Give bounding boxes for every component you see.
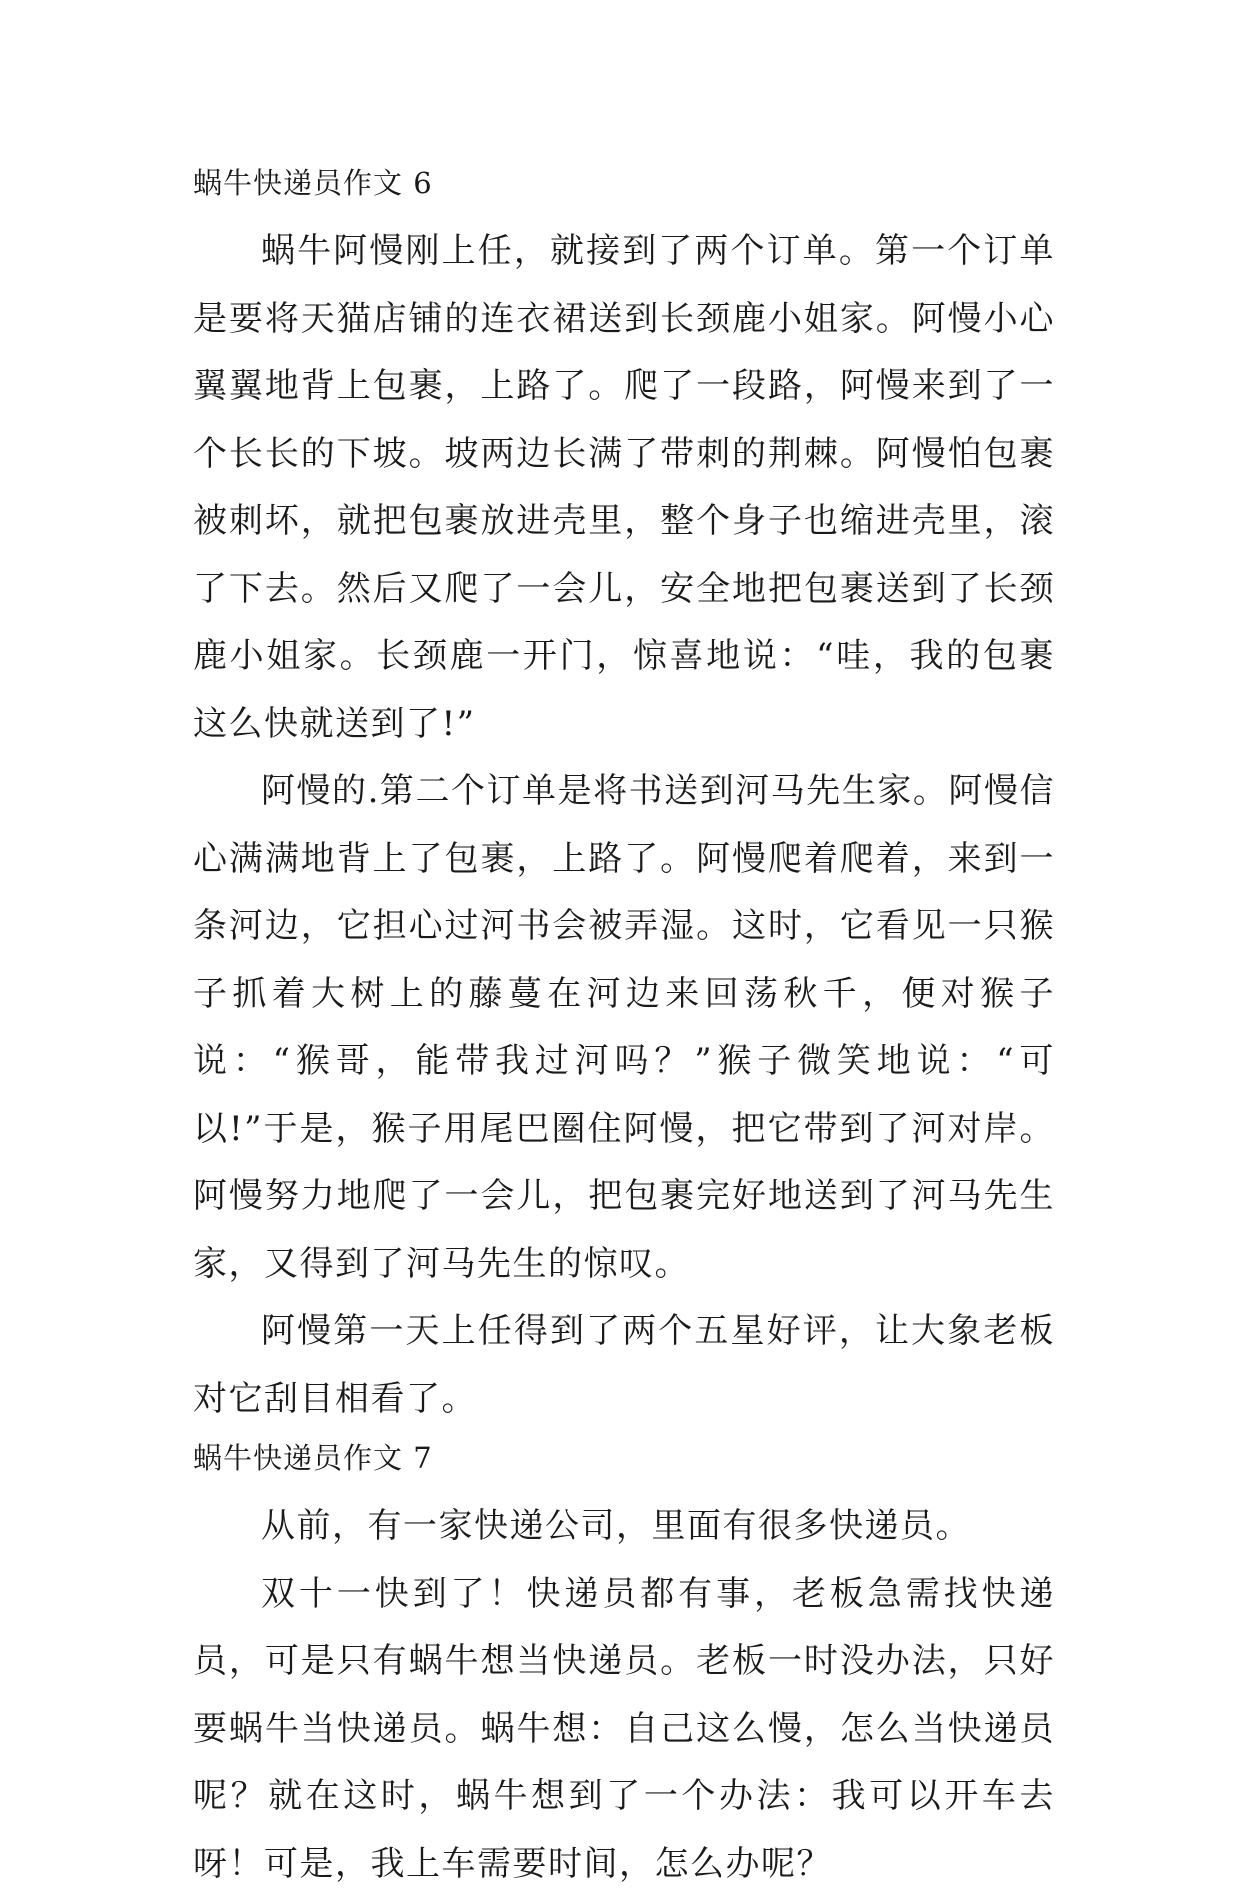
paragraph: 从前，有一家快递公司，里面有很多快递员。 (193, 1493, 1055, 1561)
section-title: 蜗牛快递员作文 7 (193, 1435, 1055, 1481)
paragraph: 蜗牛阿慢刚上任，就接到了两个订单。第一个订单是要将天猫店铺的连衣裙送到长颈鹿小姐家。阿慢小心翼翼地背上包裹，上路了。爬了一段路，阿慢来到了一个长长的下坡。坡两边长满了带刺的荆棘。阿慢怕包裹被刺坏，就把包裹放进壳里，整个身子也缩进壳里，滚了下去。然后又爬了一会儿，安全地把包裹送到了长颈鹿小姐家。长颈鹿一开门，惊喜地说：“哇，我的包裹这么快就送到了!” (193, 218, 1055, 758)
section-title: 蜗牛快递员作文 6 (193, 160, 1055, 206)
paragraph: 阿慢第一天上任得到了两个五星好评，让大象老板对它刮目相看了。 (193, 1298, 1055, 1433)
paragraph: 双十一快到了！快递员都有事，老板急需找快递员，可是只有蜗牛想当快递员。老板一时没办法，只好要蜗牛当快递员。蜗牛想：自己这么慢，怎么当快递员呢？就在这时，蜗牛想到了一个办法：我可以开车去呀！可是，我上车需要时间，怎么办呢？ (193, 1561, 1055, 1898)
section-essay-7 (193, 1435, 1055, 1898)
paragraph: 阿慢的.第二个订单是将书送到河马先生家。阿慢信心满满地背上了包裹，上路了。阿慢爬着爬着，来到一条河边，它担心过河书会被弄湿。这时，它看见一只猴子抓着大树上的藤蔓在河边来回荡秋千，便对猴子说：“猴哥，能带我过河吗？”猴子微笑地说：“可以!”于是，猴子用尾巴圈住阿慢，把它带到了河对岸。阿慢努力地爬了一会儿，把包裹完好地送到了河马先生家，又得到了河马先生的惊叹。 (193, 758, 1055, 1298)
section-essay-6 (193, 160, 1055, 1433)
document-page (193, 160, 1055, 1898)
